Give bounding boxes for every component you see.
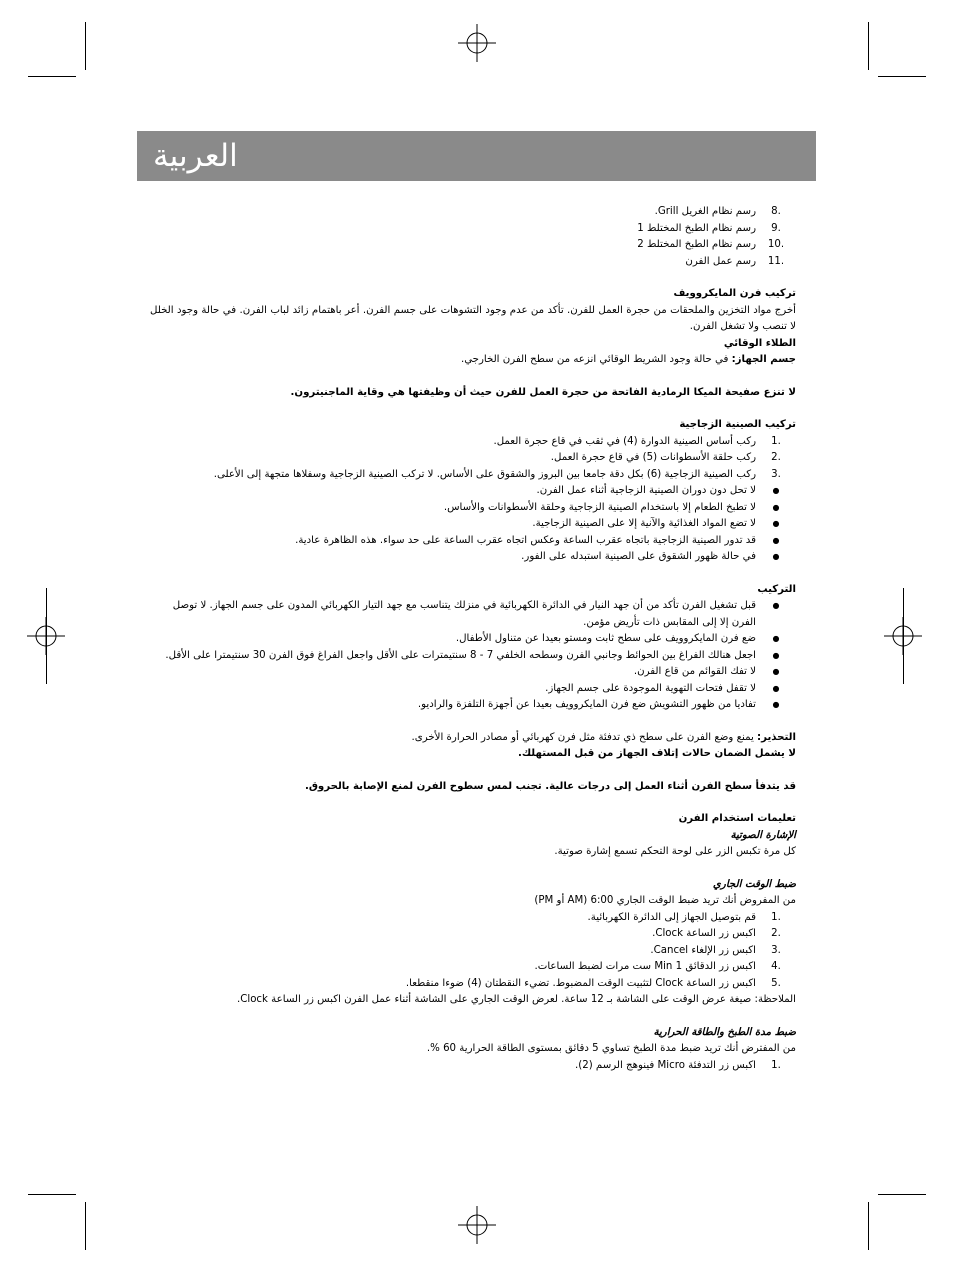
crop-mark — [85, 1202, 86, 1250]
item-text: اجعل هنالك الفراغ بين الحوائط وجانبي الفرن وسطحه الخلفي 7 - 8 سنتيمترات على الأقل واجعل الفراغ فوق الفرن 30 سنتيمترا على الأقل. — [165, 649, 756, 661]
subsection-heading: الطلاء الوقائي — [723, 337, 796, 349]
crop-mark — [878, 1194, 926, 1195]
item-number: 3. — [771, 944, 781, 956]
item-text: لا تحل دون دوران الصينية الزجاجية أثناء عمل الفرن. — [536, 485, 756, 496]
warranty-text: لا يشمل الضمان حالات إتلاف الجهاز من قبل المستهلك. — [517, 748, 796, 759]
list-item — [150, 204, 796, 221]
list-item — [150, 976, 796, 993]
item-text: في حالة ظهور الشقوق على الصينية استبدله على الفور. — [521, 551, 756, 562]
section-heading: تركيب الصينية الزجاجية — [679, 419, 796, 430]
item-text: ركب حلقة الأسطوانات (5) في قاع حجرة العمل. — [550, 452, 756, 463]
item-number: 1. — [771, 911, 781, 923]
item-text: رسم نظام الطبخ المختلط 2 — [637, 239, 756, 250]
note-text: الملاحظة: صيغة عرض الوقت على الشاشة بـ 12 ساعة. لعرض الوقت الجاري على الشاشة أثناء عمل الفرن اكبس زر الساعة Clock. — [237, 994, 796, 1005]
section-heading: تعليمات استخدام الفرن — [678, 813, 796, 824]
item-text: رسم عمل الفرن — [685, 255, 756, 267]
paragraph: أخرج مواد التخزين والملحقات من حجرة العمل للفرن. تأكد من عدم وجود التشوهات على جسم الفرن. أعر باهتمام زائد لباب الفرن. في حالة وجود الخلل لا تنصب ولا تشغل الفرن. — [150, 304, 796, 332]
warning-text: قد يتدفأ سطح الفرن أثناء العمل إلى درجات عالية. تجنب لمس سطوح الفرن لمنع الإصابة بالحروق. — [304, 780, 796, 792]
paragraph: من المفروض أنك تريد ضبط الوقت الجاري 6:00 (AM أو PM) — [534, 895, 796, 906]
subsection-heading: ضبط الوقت الجاري — [712, 878, 796, 890]
item-text: قد تدور الصينية الزجاجية باتجاه عقرب الساعة وعكس اتجاه عقرب الساعة على حد سواء. هذه الظاهرة عادية. — [295, 534, 756, 546]
label: التحذير: — [757, 731, 796, 743]
list-item — [150, 450, 796, 467]
tray-bullets — [150, 483, 796, 566]
list-item — [150, 697, 796, 714]
item-number: 11. — [767, 255, 785, 267]
list-item — [150, 237, 796, 254]
item-number: 2. — [771, 452, 781, 463]
list-item — [150, 943, 796, 960]
list-item — [150, 467, 796, 484]
bullet-icon: ● — [772, 650, 780, 660]
list-item — [150, 598, 796, 631]
bullet-icon: ● — [772, 519, 780, 528]
bullet-icon: ● — [772, 502, 780, 512]
text: في حالة وجود الشريط الوقائي انزعه من سطح الفرن الخارجي. — [460, 354, 732, 365]
list-item — [150, 549, 796, 566]
label: جسم الجهاز: — [731, 354, 796, 365]
item-text: لا تقفل فتحات التهوية الموجودة على جسم الجهاز. — [545, 682, 756, 694]
setup-bullets — [150, 598, 796, 714]
item-text: لا تضع المواد الغذائية والآنية إلا على الصينية الزجاجية. — [532, 518, 756, 529]
crop-mark — [878, 76, 926, 77]
item-text: اكبس زر الساعة Clock. — [652, 928, 756, 939]
list-item — [150, 483, 796, 500]
item-number: 8. — [771, 206, 781, 217]
list-item — [150, 631, 796, 648]
list-item — [150, 500, 796, 517]
item-text: لا تفك القوائم من قاع الفرن. — [633, 666, 756, 677]
list-item — [150, 648, 796, 665]
item-number: 4. — [771, 961, 781, 972]
list-item — [150, 516, 796, 533]
item-text: اكبس زر الإلغاء Cancel. — [650, 944, 756, 956]
list-item — [150, 926, 796, 943]
bullet-icon: ● — [772, 486, 780, 495]
item-text: ركب الصينية الزجاجية (6) بكل دقة جامعا بين البروز والشقوق على الأساس. لا تركب الصينية الزجاجية وسفلاها متجهة إلى الأعلى. — [213, 468, 756, 480]
section-heading: التركيب — [757, 583, 796, 595]
caution-text — [150, 730, 796, 747]
bullet-icon: ● — [772, 601, 780, 610]
warning-text: لا تنزع صفيحة الميكا الرمادية الفاتحة من حجرة العمل للفرن حيث أن وظيفتها هي وقاية الماجنيترون. — [290, 386, 796, 398]
list-item — [150, 434, 796, 451]
item-text: تفاديا من ظهور التشويش ضع فرن المايكروويف بعيدا عن أجهزة التلفزة والراديو. — [417, 699, 756, 710]
paragraph — [150, 352, 796, 369]
bullet-icon: ● — [772, 700, 780, 709]
item-number: 10. — [767, 239, 785, 250]
item-text: ركب أساس الصينية الدوارة (4) في ثقب في قاع حجرة العمل. — [493, 435, 756, 447]
list-item — [150, 221, 796, 238]
item-number: 5. — [771, 977, 781, 989]
registration-mark-icon — [458, 24, 496, 62]
item-text: اكبس زر الدقائق Min 1 ست مرات لضبط الساعات. — [534, 961, 756, 972]
subsection-heading: ضبط مدة الطبخ والطاقة الحرارية — [653, 1026, 796, 1038]
item-number: 3. — [771, 468, 781, 480]
bullet-icon: ● — [772, 683, 780, 693]
crop-mark — [28, 1194, 76, 1195]
list-item — [150, 664, 796, 681]
bullet-icon: ● — [772, 634, 780, 643]
power-steps — [150, 1058, 796, 1075]
item-number: 1. — [771, 1059, 781, 1071]
item-text: اكبس زر الساعة Clock لتثبيت الوقت المضبوط. تضيء النقطتان (4) ضوءا منقطعا. — [405, 977, 756, 989]
crop-mark — [903, 588, 904, 684]
manual-content — [150, 204, 796, 1074]
crop-mark — [868, 1202, 869, 1250]
clock-steps — [150, 910, 796, 993]
list-item — [150, 254, 796, 271]
bullet-icon: ● — [772, 535, 780, 545]
item-number: 9. — [771, 222, 781, 234]
item-text: قبل تشغيل الفرن تأكد من أن جهد النيار في الدائرة الكهربائية في منزلك يتناسب مع جهد التيار الكهربائي المدون على جسم الجهاز. لا توصل الفرن إلا إلى المقابس ذات تأريض مؤمن. — [172, 600, 756, 628]
item-number: 2. — [771, 928, 781, 939]
item-text: لا تطبخ الطعام إلا باستخدام الصينية الزجاجية وحلقة الأسطوانات والأساس. — [443, 501, 756, 513]
language-banner — [137, 131, 816, 181]
list-item — [150, 533, 796, 550]
crop-mark — [46, 588, 47, 684]
item-text: قم بتوصيل الجهاز إلى الدائرة الكهربائية. — [587, 911, 756, 923]
crop-mark — [868, 22, 869, 70]
tray-steps — [150, 434, 796, 484]
crop-mark — [28, 76, 76, 77]
section-heading: تركيب فرن المايكروويف — [673, 288, 796, 299]
list-item — [150, 959, 796, 976]
item-text: رسم نظام الغريل Grill. — [654, 206, 756, 217]
bullet-icon: ● — [772, 552, 780, 561]
bullet-icon: ● — [772, 667, 780, 676]
item-text: ضع فرن المايكروويف على سطح ثابت ومستو بعيدا عن متناول الأطفال. — [455, 633, 756, 644]
crop-mark — [85, 22, 86, 70]
list-item — [150, 1058, 796, 1075]
registration-mark-icon — [458, 1206, 496, 1244]
paragraph: كل مرة تكبس الزر على لوحة التحكم تسمع إشارة صوتية. — [554, 846, 796, 857]
item-number: 1. — [771, 435, 781, 447]
list-item — [150, 910, 796, 927]
item-text: اكبس زر التدفئة Micro فينوهج الرسم (2). — [575, 1059, 756, 1071]
item-text: رسم نظام الطبخ المختلط 1 — [637, 222, 756, 234]
list-item — [150, 681, 796, 698]
paragraph: من المفترض أنك تريد ضبط مدة الطبخ تساوي 5 دقائق بمستوى الطاقة الحرارية 60 %. — [426, 1043, 796, 1054]
page-title: العربية — [153, 138, 238, 174]
text: يمنع وضع الفرن على سطح ذي تدفئة مثل فرن كهربائي أو مصادر الحرارة الأخرى. — [411, 731, 758, 743]
subsection-heading: الإشارة الصوتية — [730, 829, 796, 841]
diagram-list — [150, 204, 796, 270]
